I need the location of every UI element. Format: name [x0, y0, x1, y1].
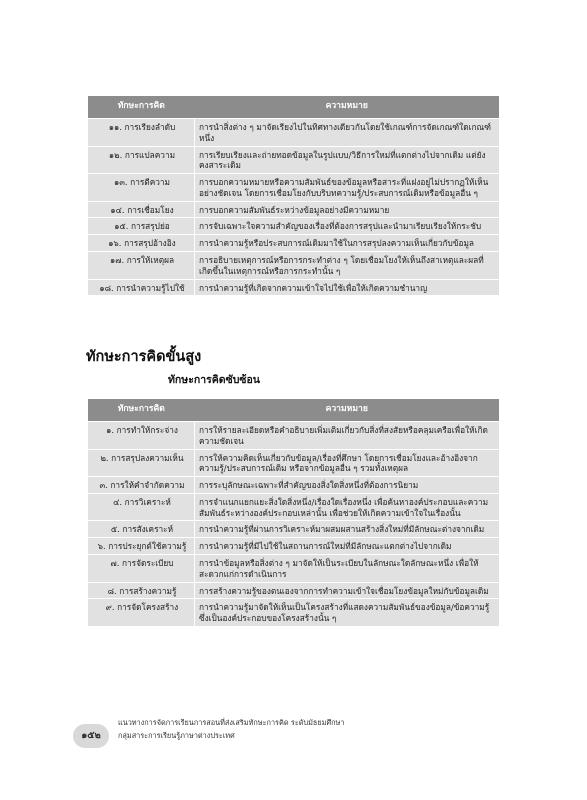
header-meaning: ความหมาย	[195, 96, 500, 119]
table-row	[88, 422, 499, 450]
table-row	[88, 146, 499, 174]
meaning-cell: การนำสิ่งต่าง ๆ มาจัดเรียงไปในทิศทางเดียวกันโดยใช้เกณฑ์การจัดเกณฑ์ใดเกณฑ์หนึ่ง	[195, 119, 500, 147]
table-row	[88, 218, 499, 235]
table-row	[88, 477, 499, 494]
meaning-cell: การบอกความหมายหรือความสัมพันธ์ของข้อมูลหรือสาระที่แฝงอยู่ไม่ปรากฏให้เห็นอย่างชัดเจน โดยการเชื่อมโยงกับบริบทความรู้/ประสบการณ์เดิมหรือข้อมูลอื่น ๆ	[195, 174, 500, 202]
table-row	[88, 252, 499, 280]
meaning-cell: การระบุลักษณะเฉพาะที่สำคัญของสิ่งใดสิ่งหนึ่งที่ต้องการนิยาม	[195, 477, 500, 494]
table-body	[88, 119, 499, 296]
skill-cell: ๑๒. การแปลความ	[88, 146, 195, 174]
meaning-cell: การจับเฉพาะใจความสำคัญของเรื่องที่ต้องการสรุปและนำมาเรียบเรียงให้กระชับ	[195, 218, 500, 235]
skill-cell: ๖. การประยุกต์ใช้ความรู้	[88, 538, 195, 555]
table-row	[88, 201, 499, 218]
meaning-cell: การนำความรู้หรือประสบการณ์เดิมมาใช้ในการสรุปลงความเห็นเกี่ยวกับข้อมูล	[195, 235, 500, 252]
skill-cell: ๑๑. การเรียงลำดับ	[88, 119, 195, 147]
meaning-cell: การอธิบายเหตุการณ์หรือการกระทำต่าง ๆ โดยเชื่อมโยงให้เห็นถึงสาเหตุและผลที่เกิดขึ้นในเหตุการณ์หรือการกระทำนั้น ๆ	[195, 252, 500, 280]
table-row	[88, 235, 499, 252]
table-row	[88, 582, 499, 599]
table-body	[88, 422, 499, 626]
skill-cell: ๔. การวิเคราะห์	[88, 493, 195, 521]
table-row	[88, 521, 499, 538]
page-number: ๑๕๒	[73, 724, 109, 748]
table-row	[88, 174, 499, 202]
skill-cell: ๒. การสรุปลงความเห็น	[88, 449, 195, 477]
table-row	[88, 449, 499, 477]
meaning-cell: การนำความรู้ที่ผ่านการวิเคราะห์มาผสมผสานสร้างสิ่งใหม่ที่มีลักษณะต่างจากเดิม	[195, 521, 500, 538]
meaning-cell: การนำความรู้ที่มีไปใช้ในสถานการณ์ใหม่ที่มีลักษณะแตกต่างไปจากเดิม	[195, 538, 500, 555]
thinking-skills-table-1	[88, 96, 499, 295]
skill-cell: ๑๗. การให้เหตุผล	[88, 252, 195, 280]
skill-cell: ๗. การจัดระเบียบ	[88, 555, 195, 583]
table-row	[88, 555, 499, 583]
skill-cell: ๙. การจัดโครงสร้าง	[88, 599, 195, 626]
table-row	[88, 493, 499, 521]
header-meaning: ความหมาย	[195, 399, 500, 422]
table-row	[88, 599, 499, 626]
meaning-cell: การให้ความคิดเห็นเกี่ยวกับข้อมูล/เรื่องที่ศึกษา โดยการเชื่อมโยงและอ้างอิงจากความรู้/ประสบการณ์เดิม หรือจากข้อมูลอื่น ๆ รวมทั้งเหตุผล	[195, 449, 500, 477]
meaning-cell: การเรียบเรียงและถ่ายทอดข้อมูลในรูปแบบ/วิธีการใหม่ที่แตกต่างไปจากเดิม แต่ยังคงสาระเดิม	[195, 146, 500, 174]
skill-cell: ๑. การทำให้กระจ่าง	[88, 422, 195, 450]
skill-cell: ๑๔. การเชื่อมโยง	[88, 201, 195, 218]
header-skill: ทักษะการคิด	[88, 96, 195, 119]
skill-cell: ๓. การให้คำจำกัดความ	[88, 477, 195, 494]
section-heading: ทักษะการคิดขั้นสูง	[86, 348, 202, 365]
table-row	[88, 279, 499, 295]
skill-cell: ๑๕. การสรุปย่อ	[88, 218, 195, 235]
table-row	[88, 119, 499, 147]
skill-cell: ๑๓. การตีความ	[88, 174, 195, 202]
meaning-cell: การนำข้อมูลหรือสิ่งต่าง ๆ มาจัดให้เป็นระเบียบในลักษณะใดลักษณะหนึ่ง เพื่อให้สะดวกแก่การดำเนินการ	[195, 555, 500, 583]
footer-subject: กลุ่มสาระการเรียนรู้ภาษาต่างประเทศ	[118, 731, 235, 740]
header-skill: ทักษะการคิด	[88, 399, 195, 422]
meaning-cell: การจำแนกแยกแยะสิ่งใดสิ่งหนึ่ง/เรื่องใดเรื่องหนึ่ง เพื่อค้นหาองค์ประกอบและความสัมพันธ์ระหว่างองค์ประกอบเหล่านั้น เพื่อช่วยให้เกิดความเข้าใจในเรื่องนั้น	[195, 493, 500, 521]
footer-book-title: แนวทางการจัดการเรียนการสอนที่ส่งเสริมทักษะการคิด ระดับมัธยมศึกษา	[118, 718, 345, 727]
subsection-heading: ทักษะการคิดซับซ้อน	[168, 374, 260, 386]
skill-cell: ๕. การสังเคราะห์	[88, 521, 195, 538]
thinking-skills-table-2	[88, 399, 499, 626]
meaning-cell: การให้รายละเอียดหรือคำอธิบายเพิ่มเติมเกี่ยวกับสิ่งที่สงสัยหรือคลุมเครือเพื่อให้เกิดความชัดเจน	[195, 422, 500, 450]
table-row	[88, 538, 499, 555]
skill-cell: ๑๖. การสรุปอ้างอิง	[88, 235, 195, 252]
skill-cell: ๑๘. การนำความรู้ไปใช้	[88, 279, 195, 295]
meaning-cell: การบอกความสัมพันธ์ระหว่างข้อมูลอย่างมีความหมาย	[195, 201, 500, 218]
table-header-row	[88, 96, 499, 119]
skill-cell: ๘. การสร้างความรู้	[88, 582, 195, 599]
meaning-cell: การสร้างความรู้ของตนเองจากการทำความเข้าใจเชื่อมโยงข้อมูลใหม่กับข้อมูลเดิม	[195, 582, 500, 599]
table-header-row	[88, 399, 499, 422]
meaning-cell: การนำความรู้ที่เกิดจากความเข้าใจไปใช้เพื่อให้เกิดความชำนาญ	[195, 279, 500, 295]
meaning-cell: การนำความรู้มาจัดให้เห็นเป็นโครงสร้างที่แสดงความสัมพันธ์ของข้อมูล/ข้อความรู้ซึ่งเป็นองค์ประกอบของโครงสร้างนั้น ๆ	[195, 599, 500, 626]
